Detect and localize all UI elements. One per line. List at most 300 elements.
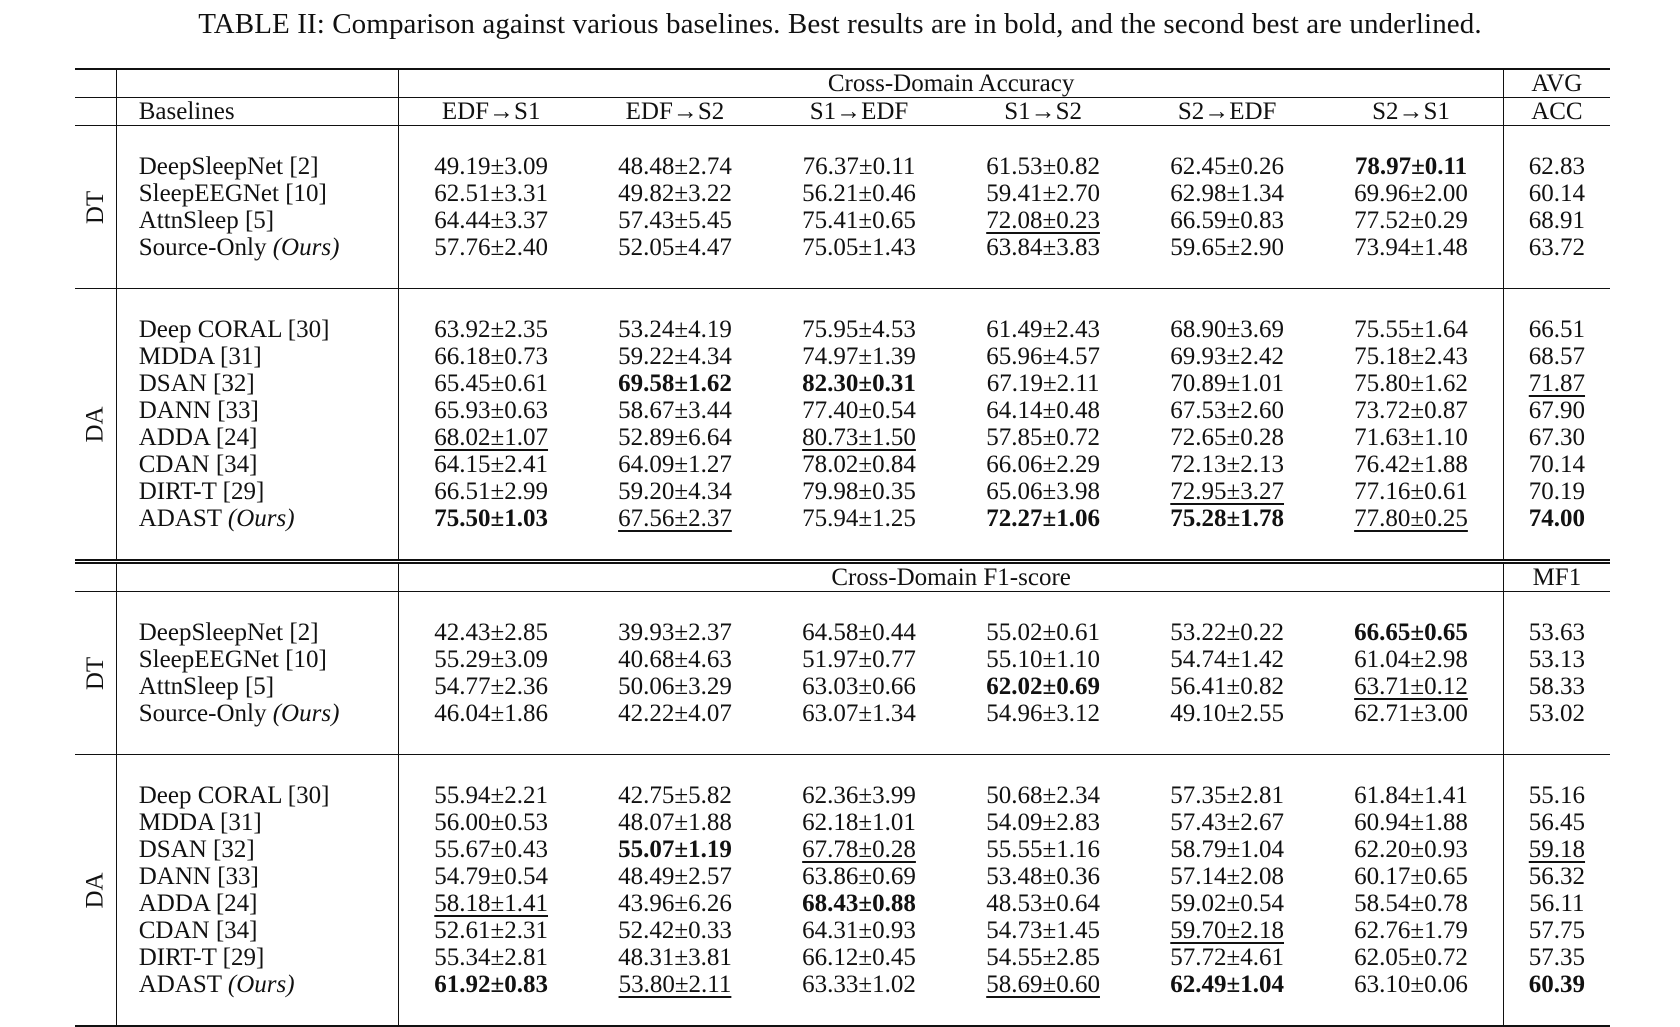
group-header-cell bbox=[75, 98, 116, 126]
gap-cell bbox=[75, 727, 116, 755]
value-cell bbox=[399, 370, 583, 397]
value-cell bbox=[1319, 370, 1503, 397]
group-top-gap bbox=[75, 755, 1610, 783]
value: 66.51±2.99 bbox=[434, 478, 549, 505]
value-cell bbox=[767, 809, 951, 836]
value: 42.43±2.85 bbox=[434, 619, 549, 646]
value-cell bbox=[951, 890, 1135, 917]
value-cell bbox=[951, 316, 1135, 343]
table-row bbox=[75, 153, 1610, 180]
avg-value: 53.02 bbox=[1528, 700, 1586, 727]
table-row bbox=[75, 673, 1610, 700]
best-value: 69.58±1.62 bbox=[618, 370, 732, 397]
value: 75.55±1.64 bbox=[1354, 316, 1468, 343]
table-row bbox=[75, 917, 1610, 944]
value-cell bbox=[951, 397, 1135, 424]
value-cell bbox=[1135, 836, 1319, 863]
baseline-name-text: ADDA [24] bbox=[138, 890, 258, 917]
group-bottom-gap bbox=[75, 998, 1610, 1026]
value: 49.10±2.55 bbox=[1170, 700, 1285, 727]
value-cell bbox=[767, 478, 951, 505]
baseline-name bbox=[116, 207, 399, 234]
value-cell bbox=[767, 700, 951, 727]
column-header: S2→EDF bbox=[1135, 98, 1319, 126]
avg-value: 68.91 bbox=[1528, 207, 1586, 234]
avg-cell bbox=[1503, 809, 1610, 836]
value: 61.53±0.82 bbox=[986, 153, 1100, 180]
value: 75.41±0.65 bbox=[802, 207, 916, 234]
group-label: DA bbox=[81, 405, 109, 443]
value: 75.80±1.62 bbox=[1354, 370, 1468, 397]
value: 73.94±1.48 bbox=[1354, 234, 1468, 261]
value-cell bbox=[583, 809, 767, 836]
baseline-name bbox=[116, 890, 399, 917]
value-cell bbox=[951, 505, 1135, 532]
value-cell bbox=[951, 424, 1135, 451]
baseline-name bbox=[116, 782, 399, 809]
value-cell bbox=[1319, 180, 1503, 207]
value: 42.22±4.07 bbox=[618, 700, 732, 727]
value: 57.85±0.72 bbox=[986, 424, 1100, 451]
value-cell bbox=[767, 207, 951, 234]
value: 61.04±2.98 bbox=[1354, 646, 1468, 673]
accuracy-avg-header: AVG bbox=[1503, 69, 1610, 98]
value-cell bbox=[399, 809, 583, 836]
value: 53.22±0.22 bbox=[1170, 619, 1285, 646]
table-row bbox=[75, 971, 1610, 998]
best-value: 82.30±0.31 bbox=[802, 370, 916, 397]
value: 62.20±0.93 bbox=[1354, 836, 1468, 863]
avg-cell bbox=[1503, 890, 1610, 917]
table-row bbox=[75, 890, 1610, 917]
avg-cell bbox=[1503, 478, 1610, 505]
table-row bbox=[75, 207, 1610, 234]
group-label: DA bbox=[81, 871, 109, 909]
avg-cell bbox=[1503, 180, 1610, 207]
value-cell bbox=[1319, 809, 1503, 836]
value: 50.68±2.34 bbox=[986, 782, 1100, 809]
avg-value: 56.11 bbox=[1529, 890, 1585, 917]
value-cell bbox=[951, 451, 1135, 478]
value-cell bbox=[399, 207, 583, 234]
table-row bbox=[75, 505, 1610, 532]
table-row bbox=[75, 424, 1610, 451]
value: 57.72±4.61 bbox=[1170, 944, 1285, 971]
value-cell bbox=[951, 673, 1135, 700]
baseline-name bbox=[116, 700, 399, 727]
baseline-name bbox=[116, 316, 399, 343]
avg-value: 70.19 bbox=[1528, 478, 1586, 505]
value: 64.15±2.41 bbox=[434, 451, 549, 478]
value-cell bbox=[767, 180, 951, 207]
value-cell bbox=[1135, 619, 1319, 646]
value-cell bbox=[951, 234, 1135, 261]
gap-cell bbox=[399, 727, 1503, 755]
baseline-name-text: DIRT-T [29] bbox=[138, 944, 265, 971]
gap-cell bbox=[1503, 289, 1610, 317]
value-cell bbox=[1135, 673, 1319, 700]
value: 64.14±0.48 bbox=[986, 397, 1100, 424]
value: 67.53±2.60 bbox=[1170, 397, 1285, 424]
avg-cell bbox=[1503, 619, 1610, 646]
baseline-name-text: Source-Only bbox=[138, 234, 267, 261]
value: 63.10±0.06 bbox=[1354, 971, 1468, 998]
value-cell bbox=[1135, 370, 1319, 397]
value-cell bbox=[951, 944, 1135, 971]
value-cell bbox=[583, 505, 767, 532]
value: 46.04±1.86 bbox=[434, 700, 549, 727]
value: 55.29±3.09 bbox=[434, 646, 549, 673]
value-cell bbox=[767, 917, 951, 944]
second-best-value: 68.02±1.07 bbox=[434, 424, 549, 451]
value-cell bbox=[767, 343, 951, 370]
avg-value: 57.35 bbox=[1528, 944, 1586, 971]
value-cell bbox=[1319, 944, 1503, 971]
value-cell bbox=[399, 180, 583, 207]
avg-cell bbox=[1503, 700, 1610, 727]
gap-cell bbox=[399, 532, 1503, 562]
avg-cell bbox=[1503, 944, 1610, 971]
avg-cell bbox=[1503, 505, 1610, 532]
table-caption: TABLE II: Comparison against various baselines. Best results are in bold, and the second best are underlined. bbox=[198, 8, 1482, 40]
baseline-name-text: CDAN [34] bbox=[138, 451, 258, 478]
value: 63.92±2.35 bbox=[434, 316, 549, 343]
baseline-name-text: AttnSleep [5] bbox=[138, 673, 275, 700]
table-row bbox=[75, 836, 1610, 863]
avg-value: 55.16 bbox=[1528, 782, 1586, 809]
value-cell bbox=[951, 971, 1135, 998]
value-cell bbox=[399, 153, 583, 180]
f1-section-header bbox=[75, 562, 1610, 592]
value-cell bbox=[1135, 890, 1319, 917]
baseline-name-text: ADDA [24] bbox=[138, 424, 258, 451]
gap-cell bbox=[75, 289, 116, 317]
avg-value: 67.90 bbox=[1528, 397, 1586, 424]
avg-value: 66.51 bbox=[1528, 316, 1586, 343]
group-label-cell bbox=[75, 782, 116, 998]
second-best-value: 58.69±0.60 bbox=[986, 971, 1100, 998]
accuracy-section-header bbox=[75, 69, 1610, 98]
value: 57.43±2.67 bbox=[1170, 809, 1285, 836]
value: 59.22±4.34 bbox=[618, 343, 732, 370]
second-best-value: 67.78±0.28 bbox=[802, 836, 916, 863]
baseline-name-text: Deep CORAL [30] bbox=[138, 782, 330, 809]
value-cell bbox=[399, 424, 583, 451]
gap-cell bbox=[75, 532, 116, 562]
group-label: DT bbox=[81, 190, 109, 224]
column-header: EDF→S2 bbox=[583, 98, 767, 126]
gap-cell bbox=[399, 289, 1503, 317]
column-header: S2→S1 bbox=[1319, 98, 1503, 126]
value-cell bbox=[399, 782, 583, 809]
second-best-value: 72.08±0.23 bbox=[986, 207, 1100, 234]
value: 61.84±1.41 bbox=[1354, 782, 1468, 809]
baseline-name bbox=[116, 863, 399, 890]
value-cell bbox=[1319, 153, 1503, 180]
value-cell bbox=[1319, 863, 1503, 890]
gap-cell bbox=[116, 261, 399, 289]
value: 62.98±1.34 bbox=[1170, 180, 1285, 207]
best-value: 68.43±0.88 bbox=[802, 890, 916, 917]
value-cell bbox=[399, 917, 583, 944]
value-cell bbox=[583, 673, 767, 700]
value: 69.96±2.00 bbox=[1354, 180, 1468, 207]
value: 77.52±0.29 bbox=[1354, 207, 1468, 234]
value: 57.35±2.81 bbox=[1170, 782, 1285, 809]
best-value: 55.07±1.19 bbox=[618, 836, 732, 863]
value-cell bbox=[583, 316, 767, 343]
value-cell bbox=[1135, 397, 1319, 424]
avg-value: 53.13 bbox=[1528, 646, 1586, 673]
value: 53.48±0.36 bbox=[986, 863, 1100, 890]
table-row bbox=[75, 782, 1610, 809]
value-cell bbox=[1135, 451, 1319, 478]
avg-cell bbox=[1503, 451, 1610, 478]
gap-cell bbox=[116, 592, 399, 620]
avg-value: 53.63 bbox=[1528, 619, 1586, 646]
avg-value: 63.72 bbox=[1528, 234, 1586, 261]
avg-cell bbox=[1503, 673, 1610, 700]
value-cell bbox=[399, 619, 583, 646]
value: 75.05±1.43 bbox=[802, 234, 916, 261]
value-cell bbox=[951, 153, 1135, 180]
value: 55.55±1.16 bbox=[986, 836, 1100, 863]
value-cell bbox=[583, 836, 767, 863]
value: 66.12±0.45 bbox=[802, 944, 916, 971]
value: 66.06±2.29 bbox=[986, 451, 1100, 478]
value-cell bbox=[951, 782, 1135, 809]
value-cell bbox=[399, 673, 583, 700]
value: 48.49±2.57 bbox=[618, 863, 732, 890]
value-cell bbox=[583, 424, 767, 451]
value-cell bbox=[1135, 863, 1319, 890]
value: 55.94±2.21 bbox=[434, 782, 549, 809]
value: 65.96±4.57 bbox=[986, 343, 1100, 370]
value-cell bbox=[1135, 917, 1319, 944]
gap-cell bbox=[75, 755, 116, 783]
value-cell bbox=[583, 890, 767, 917]
value: 73.72±0.87 bbox=[1354, 397, 1468, 424]
value: 54.09±2.83 bbox=[986, 809, 1100, 836]
baseline-name bbox=[116, 451, 399, 478]
value-cell bbox=[1135, 316, 1319, 343]
value: 57.76±2.40 bbox=[434, 234, 549, 261]
value-cell bbox=[583, 370, 767, 397]
value: 75.94±1.25 bbox=[802, 505, 916, 532]
value: 54.73±1.45 bbox=[986, 917, 1100, 944]
value-cell bbox=[951, 700, 1135, 727]
avg-value: 57.75 bbox=[1528, 917, 1586, 944]
baseline-name bbox=[116, 646, 399, 673]
value-cell bbox=[951, 646, 1135, 673]
second-best-value: 53.80±2.11 bbox=[618, 971, 732, 998]
f1-section-title: Cross-Domain F1-score bbox=[399, 562, 1503, 592]
second-best-value: 77.80±0.25 bbox=[1354, 505, 1468, 532]
value: 77.16±0.61 bbox=[1354, 478, 1468, 505]
value: 59.41±2.70 bbox=[986, 180, 1100, 207]
value-cell bbox=[1135, 700, 1319, 727]
avg-value: 60.39 bbox=[1528, 971, 1586, 998]
group-label-cell bbox=[75, 316, 116, 532]
value-cell bbox=[951, 809, 1135, 836]
value: 40.68±4.63 bbox=[618, 646, 732, 673]
avg-cell bbox=[1503, 343, 1610, 370]
avg-cell bbox=[1503, 863, 1610, 890]
group-bottom-gap bbox=[75, 532, 1610, 562]
value: 52.42±0.33 bbox=[618, 917, 732, 944]
baseline-name-text: DSAN [32] bbox=[138, 370, 255, 397]
value-cell bbox=[767, 234, 951, 261]
value-cell bbox=[399, 234, 583, 261]
group-label-cell bbox=[75, 619, 116, 727]
baseline-name-text: ADAST bbox=[138, 505, 222, 532]
value: 62.36±3.99 bbox=[802, 782, 916, 809]
baseline-name-text: CDAN [34] bbox=[138, 917, 258, 944]
value: 49.82±3.22 bbox=[618, 180, 732, 207]
ours-tag: (Ours) bbox=[272, 700, 340, 727]
avg-cell bbox=[1503, 316, 1610, 343]
value-cell bbox=[1135, 343, 1319, 370]
gap-cell bbox=[75, 261, 116, 289]
ours-tag: (Ours) bbox=[272, 234, 340, 261]
gap-cell bbox=[1503, 755, 1610, 783]
value: 56.00±0.53 bbox=[434, 809, 549, 836]
gap-cell bbox=[1503, 261, 1610, 289]
value-cell bbox=[1319, 316, 1503, 343]
column-header: S1→EDF bbox=[767, 98, 951, 126]
value: 51.97±0.77 bbox=[802, 646, 916, 673]
gap-cell bbox=[399, 592, 1503, 620]
value-cell bbox=[399, 700, 583, 727]
baseline-name bbox=[116, 478, 399, 505]
accuracy-section-title: Cross-Domain Accuracy bbox=[399, 69, 1503, 98]
value: 55.34±2.81 bbox=[434, 944, 549, 971]
avg-cell bbox=[1503, 207, 1610, 234]
value: 48.53±0.64 bbox=[986, 890, 1100, 917]
table-row bbox=[75, 944, 1610, 971]
value-cell bbox=[583, 863, 767, 890]
value-cell bbox=[1135, 207, 1319, 234]
value-cell bbox=[1135, 234, 1319, 261]
avg-cell bbox=[1503, 370, 1610, 397]
gap-cell bbox=[1503, 727, 1610, 755]
value-cell bbox=[1135, 944, 1319, 971]
value-cell bbox=[1319, 207, 1503, 234]
value-cell bbox=[583, 451, 767, 478]
value-cell bbox=[583, 343, 767, 370]
baselines-header-cell bbox=[116, 562, 399, 592]
value: 62.71±3.00 bbox=[1354, 700, 1468, 727]
baseline-name-text: MDDA [31] bbox=[138, 343, 262, 370]
value-cell bbox=[951, 370, 1135, 397]
value: 52.61±2.31 bbox=[434, 917, 549, 944]
value-cell bbox=[583, 180, 767, 207]
second-best-value: 80.73±1.50 bbox=[802, 424, 916, 451]
value-cell bbox=[767, 451, 951, 478]
value: 59.02±0.54 bbox=[1170, 890, 1285, 917]
value: 71.63±1.10 bbox=[1354, 424, 1468, 451]
value: 65.93±0.63 bbox=[434, 397, 549, 424]
best-value: 75.50±1.03 bbox=[434, 505, 549, 532]
baseline-name bbox=[116, 619, 399, 646]
table-row bbox=[75, 478, 1610, 505]
value-cell bbox=[399, 944, 583, 971]
value-cell bbox=[399, 343, 583, 370]
avg-value: 59.18 bbox=[1528, 836, 1586, 863]
value-cell bbox=[767, 153, 951, 180]
value: 58.79±1.04 bbox=[1170, 836, 1285, 863]
value-cell bbox=[399, 646, 583, 673]
value-cell bbox=[767, 863, 951, 890]
best-value: 66.65±0.65 bbox=[1354, 619, 1468, 646]
best-value: 62.49±1.04 bbox=[1170, 971, 1285, 998]
value-cell bbox=[583, 646, 767, 673]
column-header: S1→S2 bbox=[951, 98, 1135, 126]
value: 63.03±0.66 bbox=[802, 673, 916, 700]
group-header-cell bbox=[75, 562, 116, 592]
baseline-name bbox=[116, 153, 399, 180]
baseline-name bbox=[116, 836, 399, 863]
baseline-name-text: Source-Only bbox=[138, 700, 267, 727]
value-cell bbox=[1319, 451, 1503, 478]
value: 53.24±4.19 bbox=[618, 316, 732, 343]
value-cell bbox=[767, 673, 951, 700]
avg-value: 71.87 bbox=[1528, 370, 1586, 397]
value-cell bbox=[583, 153, 767, 180]
table-row bbox=[75, 316, 1610, 343]
table-row bbox=[75, 619, 1610, 646]
value: 62.51±3.31 bbox=[434, 180, 549, 207]
table-row bbox=[75, 809, 1610, 836]
gap-cell bbox=[116, 532, 399, 562]
best-value: 72.27±1.06 bbox=[986, 505, 1100, 532]
group-top-gap bbox=[75, 126, 1610, 154]
value-cell bbox=[1319, 234, 1503, 261]
value: 72.65±0.28 bbox=[1170, 424, 1285, 451]
value-cell bbox=[951, 863, 1135, 890]
value-cell bbox=[1319, 782, 1503, 809]
best-value: 62.02±0.69 bbox=[986, 673, 1100, 700]
gap-cell bbox=[1503, 998, 1610, 1026]
value: 74.97±1.39 bbox=[802, 343, 916, 370]
second-best-value: 63.71±0.12 bbox=[1354, 673, 1468, 700]
value: 43.96±6.26 bbox=[618, 890, 732, 917]
value: 64.31±0.93 bbox=[802, 917, 916, 944]
baseline-name bbox=[116, 397, 399, 424]
value: 63.33±1.02 bbox=[802, 971, 916, 998]
value: 64.58±0.44 bbox=[802, 619, 916, 646]
value: 66.59±0.83 bbox=[1170, 207, 1285, 234]
value-cell bbox=[1319, 619, 1503, 646]
value-cell bbox=[1135, 478, 1319, 505]
gap-cell bbox=[116, 727, 399, 755]
value-cell bbox=[1135, 424, 1319, 451]
value-cell bbox=[1135, 782, 1319, 809]
value-cell bbox=[1135, 153, 1319, 180]
value-cell bbox=[767, 619, 951, 646]
baseline-name-text: DANN [33] bbox=[138, 397, 259, 424]
value-cell bbox=[1135, 971, 1319, 998]
value-cell bbox=[399, 971, 583, 998]
baseline-name-text: DeepSleepNet [2] bbox=[138, 619, 319, 646]
value: 48.31±3.81 bbox=[618, 944, 732, 971]
value-cell bbox=[1319, 836, 1503, 863]
value-cell bbox=[1319, 917, 1503, 944]
gap-cell bbox=[116, 998, 399, 1026]
baseline-name-text: SleepEEGNet [10] bbox=[138, 646, 327, 673]
baseline-name-text: DSAN [32] bbox=[138, 836, 255, 863]
baselines-header-cell bbox=[116, 69, 399, 98]
